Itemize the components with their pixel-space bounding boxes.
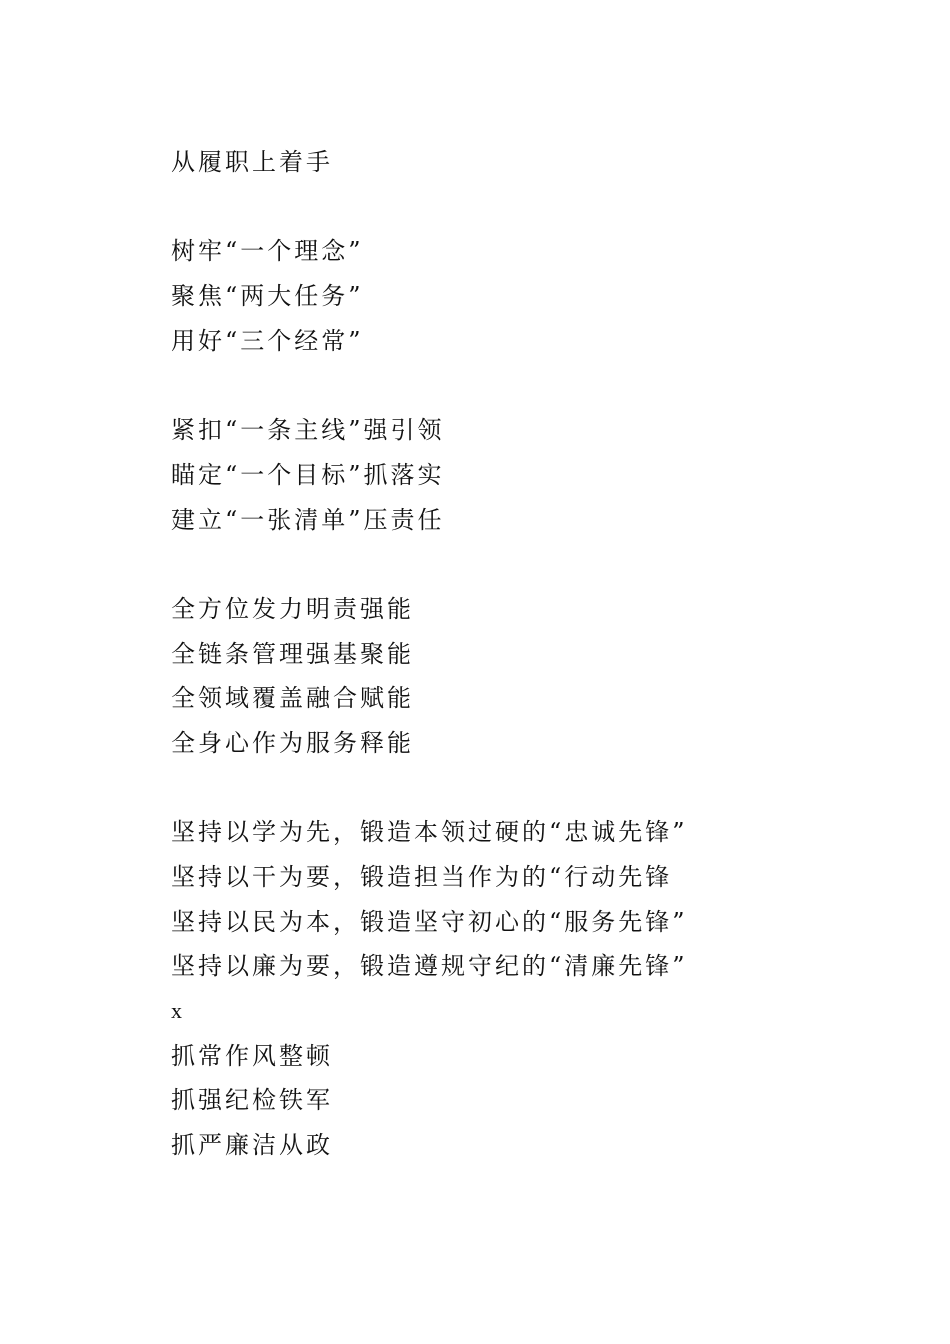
phrase-line: 全链条管理强基聚能 — [171, 639, 414, 668]
stray-character: x — [171, 998, 182, 1024]
phrase-line: 抓常作风整顿 — [171, 1041, 333, 1070]
phrase-line: 建立“一张清单”压责任 — [171, 505, 445, 534]
phrase-line: 紧扣“一条主线”强引领 — [171, 416, 445, 445]
phrase-line: 全领域覆盖融合赋能 — [171, 684, 414, 713]
phrase-group-5 — [171, 1034, 871, 1168]
phrase-line: 瞄定“一个目标”抓落实 — [171, 460, 445, 489]
document-body — [171, 140, 871, 1168]
paragraph-gap — [171, 766, 871, 811]
phrase-line: 全方位发力明责强能 — [171, 594, 414, 623]
phrase-group-1 — [171, 229, 871, 363]
section-heading: 从履职上着手 — [171, 148, 333, 176]
paragraph-gap — [171, 542, 871, 587]
paragraph-gap — [171, 185, 871, 230]
phrase-line: 抓强纪检铁军 — [171, 1086, 333, 1115]
phrase-group-4 — [171, 810, 871, 989]
phrase-line: 树牢“一个理念” — [171, 237, 364, 266]
phrase-line: 全身心作为服务释能 — [171, 728, 414, 757]
paragraph-gap — [171, 363, 871, 408]
phrase-line: 用好“三个经常” — [171, 326, 364, 355]
phrase-group-2 — [171, 408, 871, 542]
phrase-group-3 — [171, 587, 871, 766]
phrase-line: 坚持以学为先，锻造本领过硬的“忠诚先锋” — [171, 818, 688, 847]
phrase-line: 抓严廉洁从政 — [171, 1131, 333, 1160]
phrase-line: 坚持以干为要，锻造担当作为的“行动先锋 — [171, 863, 673, 891]
phrase-line: 坚持以廉为要，锻造遵规守纪的“清廉先锋” — [171, 952, 688, 981]
phrase-line: 聚焦“两大任务” — [171, 282, 364, 311]
phrase-line: 坚持以民为本，锻造坚守初心的“服务先锋” — [171, 907, 688, 936]
